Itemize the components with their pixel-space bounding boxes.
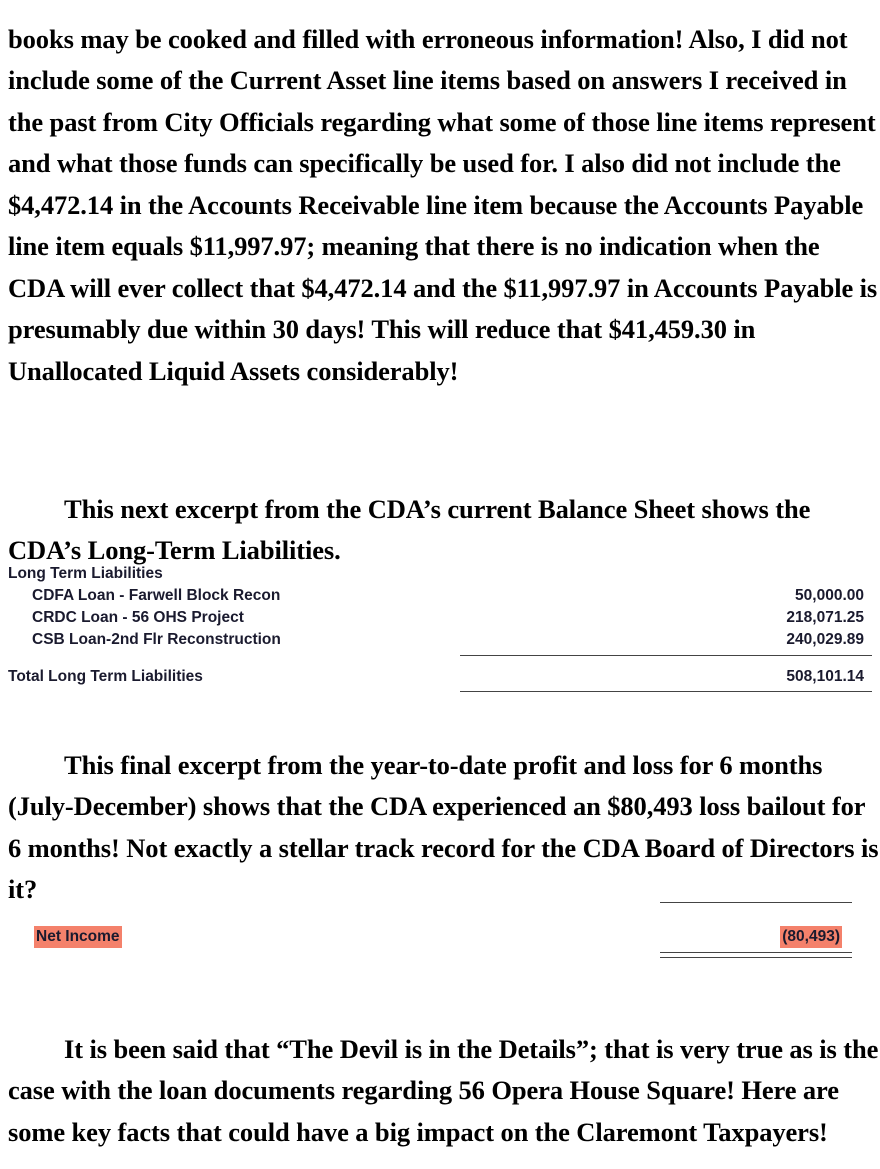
- liabilities-total-amount: 508,101.14: [786, 668, 864, 685]
- subtotal-rule: [460, 655, 872, 656]
- liability-amount: 240,029.89: [786, 631, 864, 648]
- liability-amount: 218,071.25: [786, 609, 864, 626]
- net-income-label: Net Income: [34, 926, 122, 948]
- paragraph-balance-sheet-intro: This next excerpt from the CDA’s current Balance Sheet shows the CDA’s Long-Term Liabilities.: [8, 493, 811, 565]
- net-income-bottom-rule-1: [660, 952, 852, 953]
- liability-label: CRDC Loan - 56 OHS Project: [32, 609, 244, 626]
- long-term-liabilities-excerpt: [8, 563, 872, 685]
- table-row: [8, 629, 872, 651]
- net-income-bottom-rule-2: [660, 957, 852, 958]
- paragraph-profit-loss-intro: This final excerpt from the year-to-date profit and loss for 6 months (July-December) shows that the CDA experienced an $80,493 loss bailout for 6 months! Not exactly a stellar track record for the CDA Board of Directors is it?: [8, 749, 879, 904]
- liability-label: CDFA Loan - Farwell Block Recon: [32, 587, 281, 604]
- liabilities-section-title: Long Term Liabilities: [8, 565, 163, 582]
- net-income-top-rule: [660, 902, 852, 903]
- liability-amount: 50,000.00: [795, 587, 864, 604]
- table-row: [8, 585, 872, 607]
- table-row: [8, 607, 872, 629]
- paragraph-continued-text: books may be cooked and filled with erroneous information! Also, I did not include some of the Current Asset line items based on answers I received in the past from City Officials regarding what some of those line items represent and what those funds can specifically be used for. I also did not include the $4,472.14 in the Accounts Receivable line item because the Accounts Payable line item equals $11,997.97; meaning that there is no indication when the CDA will ever collect that $4,472.14 and the $11,997.97 in Accounts Payable is presumably due within 30 days! This will reduce that $41,459.30 in Unallocated Liquid Assets considerably!: [8, 23, 878, 386]
- paragraph-devil-in-details: It is been said that “The Devil is in the Details”; that is very true as is the case with the loan documents regarding 56 Opera House Square! Here are some key facts that could have a big impact on the Claremont Taxpayers!: [8, 1033, 879, 1147]
- liabilities-total-label: Total Long Term Liabilities: [8, 668, 203, 685]
- net-income-value: (80,493): [780, 926, 842, 948]
- liability-label: CSB Loan-2nd Flr Reconstruction: [32, 631, 281, 648]
- table-row-total: [8, 666, 872, 688]
- total-rule: [460, 691, 872, 692]
